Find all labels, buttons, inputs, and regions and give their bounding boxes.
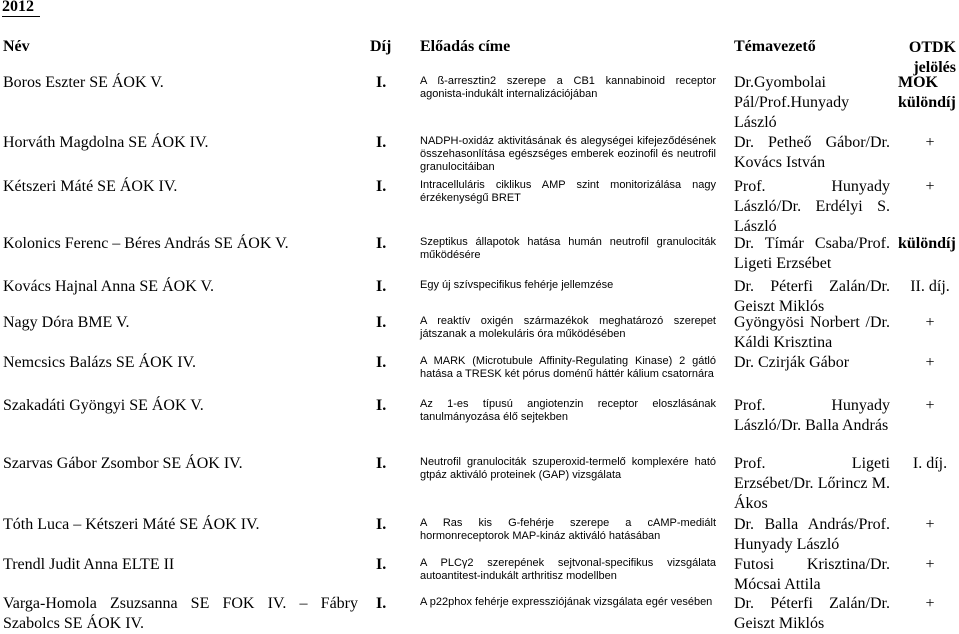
presentation-title: A reaktív oxigén származékok meghatározó szerepet játszanak a molekuláris óra működésében	[420, 315, 716, 340]
student-name: Kolonics Ferenc – Béres András SE ÁOK V.	[3, 235, 289, 252]
supervisor: Dr.Gyombolai Pál/Prof.Hunyady László	[734, 74, 850, 131]
prize: I.	[376, 278, 387, 295]
supervisor: Prof. Ligeti Erzsébet/Dr. Lőrincz M. Ákos	[734, 455, 890, 512]
prize: I.	[376, 595, 387, 612]
prize: I.	[376, 314, 387, 331]
header-supervisor: Témavezető	[734, 38, 816, 55]
supervisor: Dr. Péterfi Zalán/Dr. Geiszt Miklós	[734, 278, 890, 315]
presentation-title: A p22phox fehérje expressziójának vizsgálata egér vesében	[420, 596, 713, 608]
header-name: Név	[3, 38, 30, 55]
student-name: Kétszeri Máté SE ÁOK IV.	[3, 178, 178, 195]
otdk-nomination: +	[925, 556, 935, 573]
presentation-title: A ß-arresztin2 szerepe a CB1 kannabinoid receptor agonista-indukált internalizációjában	[420, 75, 716, 100]
otdk-nomination: +	[925, 134, 935, 151]
presentation-title: Egy új szívspecifikus fehérje jellemzése	[420, 279, 614, 291]
presentation-title: Szeptikus állapotok hatása humán neutrofil granulociták működésére	[420, 236, 716, 261]
presentation-title: A Ras kis G-fehérje szerepe a cAMP-mediált hormonreceptorok MAP-kináz aktiváló hatásában	[420, 517, 716, 542]
otdk-nomination: +	[925, 314, 935, 331]
prize: I.	[376, 134, 387, 151]
otdk-nomination: I. díj.	[912, 455, 948, 472]
presentation-title: Az 1-es típusú angiotenzin receptor eloszlásának tanulmányozása élő sejtekben	[420, 398, 716, 423]
prize: I.	[376, 235, 387, 252]
supervisor: Dr. Balla András/Prof. Hunyady László	[734, 516, 890, 553]
supervisor: Dr. Petheő Gábor/Dr. Kovács István	[734, 134, 890, 171]
presentation-title: NADPH-oxidáz aktivitásának és alegységei kifejeződésének összehasonlítása egészséges emberek eozinofil és neutrofil granulocitáiban	[420, 135, 716, 173]
prize: I.	[376, 74, 387, 91]
student-name: Szakadáti Gyöngyi SE ÁOK V.	[3, 397, 204, 414]
prize: I.	[376, 455, 387, 472]
supervisor: Dr. Tímár Csaba/Prof. Ligeti Erzsébet	[734, 235, 890, 272]
supervisor: Prof. Hunyady László/Dr. Erdélyi S. László	[734, 178, 890, 235]
presentation-title: Neutrofil granulociták szuperoxid-termelő komplexére ható gtpáz aktiváló proteinek (GAP) vizsgálata	[420, 456, 716, 481]
otdk-nomination: II. díj.	[910, 278, 950, 295]
student-name: Szarvas Gábor Zsombor SE ÁOK IV.	[3, 455, 243, 472]
presentation-title: Intracelluláris ciklikus AMP szint monitorizálása nagy érzékenységű BRET	[420, 179, 716, 204]
presentation-title: A PLCγ2 szerepének sejtvonal-specifikus vizsgálata autoantitest-indukált arthritisz modellben	[420, 557, 716, 582]
supervisor: Dr. Péterfi Zalán/Dr. Geiszt Miklós	[734, 595, 890, 632]
prize: I.	[376, 516, 387, 533]
supervisor: Futosi Krisztina/Dr. Mócsai Attila	[734, 556, 890, 593]
header-prize: Díj	[370, 38, 392, 55]
otdk-nomination: +	[925, 178, 935, 195]
prize: I.	[376, 178, 387, 195]
prize: I.	[376, 354, 387, 371]
supervisor: Prof. Hunyady László/Dr. Balla András	[734, 397, 890, 434]
student-name: Trendl Judit Anna ELTE II	[3, 556, 175, 573]
student-name: Horváth Magdolna SE ÁOK IV.	[3, 134, 209, 151]
otdk-nomination: +	[925, 516, 935, 533]
header-otdk: OTDK jelölés	[908, 39, 956, 76]
prize: I.	[376, 556, 387, 573]
otdk-nomination: MOK különdíj	[898, 74, 956, 111]
otdk-nomination: +	[925, 397, 935, 414]
supervisor: Dr. Czirják Gábor	[734, 354, 850, 371]
student-name: Kovács Hajnal Anna SE ÁOK V.	[3, 278, 214, 295]
presentation-title: A MARK (Microtubule Affinity-Regulating Kinase) 2 gátló hatása a TRESK két pórus doménű háttér kálium csatornára	[420, 355, 716, 380]
otdk-nomination: különdíj	[898, 235, 956, 252]
supervisor: Gyöngyösi Norbert /Dr. Káldi Krisztina	[734, 314, 890, 351]
student-name: Varga-Homola Zsuzsanna SE FOK IV. – Fábry Szabolcs SE ÁOK IV.	[3, 595, 358, 632]
student-name: Nemcsics Balázs SE ÁOK IV.	[3, 354, 197, 371]
prize: I.	[376, 397, 387, 414]
otdk-nomination: +	[925, 354, 935, 371]
student-name: Boros Eszter SE ÁOK V.	[3, 74, 164, 91]
header-title: Előadás címe	[420, 38, 511, 55]
year-heading: 2012	[2, 0, 40, 17]
student-name: Nagy Dóra BME V.	[3, 314, 130, 331]
otdk-nomination: +	[925, 595, 935, 612]
student-name: Tóth Luca – Kétszeri Máté SE ÁOK IV.	[3, 516, 260, 533]
